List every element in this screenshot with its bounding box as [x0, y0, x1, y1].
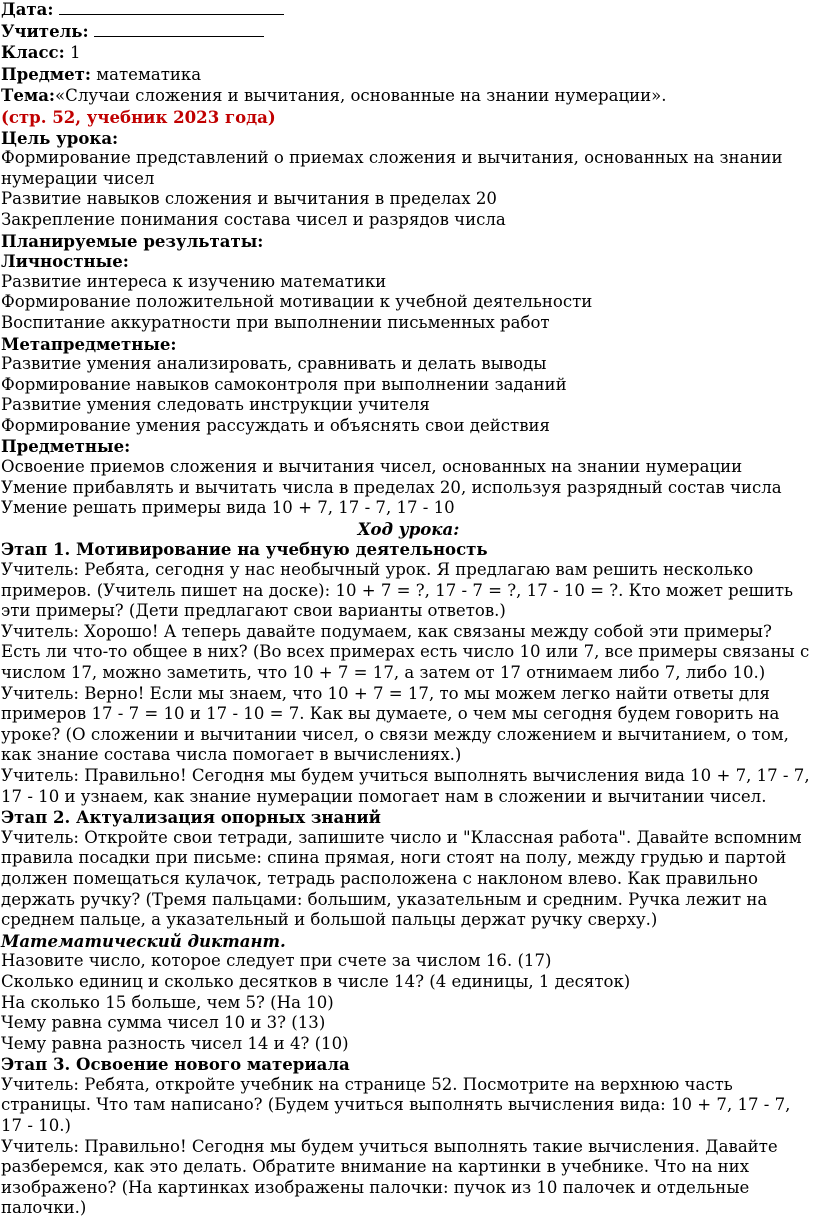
result-item: Развитие умения следовать инструкции учителя — [1, 395, 430, 415]
dictation-item: Чему равна разность чисел 14 и 4? (10) — [1, 1033, 349, 1053]
lesson-plan-document — [1, 0, 816, 1219]
goal-item: Закрепление понимания состава чисел и разрядов числа — [1, 209, 506, 229]
paragraph-line: как знание состава числа помогает в вычислениях.) — [1, 745, 462, 765]
paragraph-line: 17 - 10.) — [1, 1116, 71, 1136]
paragraph-line: примеров. (Учитель пишет на доске): 10 + 7 = ?, 17 - 7 = ?, 17 - 10 = ?. Кто может решить — [1, 580, 794, 600]
course-heading: Ход урока: — [357, 518, 460, 539]
paragraph-line: Учитель: Правильно! Сегодня мы будем учиться выполнять такие вычисления. Давайте — [1, 1136, 778, 1156]
stage-1-heading: Этап 1. Мотивирование на учебную деятельность — [1, 539, 488, 560]
result-item: Развитие умения анализировать, сравнивать и делать выводы — [1, 354, 547, 374]
dictation-item: На сколько 15 больше, чем 5? (На 10) — [1, 992, 334, 1012]
dictation-item: Сколько единиц и сколько десятков в числе 14? (4 единицы, 1 десяток) — [1, 971, 631, 991]
dictation-list — [1, 951, 816, 1054]
stage-3-text — [1, 1075, 816, 1219]
personal-results-list — [1, 272, 816, 334]
date-line — [1, 0, 816, 21]
subject-results-heading: Предметные: — [1, 436, 131, 457]
paragraph-line: Учитель: Ребята, откройте учебник на странице 52. Посмотрите на верхнюю часть — [1, 1074, 733, 1094]
meta-heading: Метапредметные: — [1, 333, 177, 354]
paragraph-line: Учитель: Правильно! Сегодня мы будем учиться выполнять вычисления вида 10 + 7, 17 - 7, — [1, 765, 810, 785]
paragraph-line: Учитель: Ребята, сегодня у нас необычный урок. Я предлагаю вам решить несколько — [1, 560, 754, 580]
paragraph-line: держать ручку? (Тремя пальцами: большим, указательным и средним. Ручка лежит на — [1, 889, 768, 909]
goal-item: Развитие навыков сложения и вычитания в пределах 20 — [1, 189, 497, 209]
class-line — [1, 42, 816, 64]
dictation-heading: Математический диктант. — [1, 930, 286, 951]
paragraph-line: примеров 17 - 7 = 10 и 17 - 10 = 7. Как вы думаете, о чем мы сегодня будем говорить на — [1, 704, 780, 724]
paragraph-line: 17 - 10 и узнаем, как знание нумерации помогает нам в сложении и вычитании чисел. — [1, 786, 767, 806]
paragraph-line: числом 17, можно заметить, что 10 + 7 = 17, а затем от 17 отнимаем либо 7, либо 10.) — [1, 663, 766, 682]
topic-value: «Случаи сложения и вычитания, основанные на знании нумерации». — [55, 86, 667, 106]
result-item: Формирование навыков самоконтроля при выполнении заданий — [1, 374, 567, 394]
teacher-line — [1, 21, 816, 43]
paragraph-line: Учитель: Хорошо! А теперь давайте подумаем, как связаны между собой эти примеры? — [1, 621, 772, 641]
paragraph-line: палочки.) — [1, 1198, 87, 1218]
stage-2-heading: Этап 2. Актуализация опорных знаний — [1, 807, 381, 828]
result-item: Развитие интереса к изучению математики — [1, 271, 387, 291]
paragraph-line: изображено? (На картинках изображены палочки: пучок из 10 палочек и отдельные — [1, 1177, 750, 1197]
goal-item: нумерации чисел — [1, 168, 155, 188]
paragraph-line: среднем пальце, а указательный и большой пальцы держат ручку сверху.) — [1, 910, 658, 930]
stage-1-text — [1, 560, 816, 807]
class-label: Класс: — [1, 42, 65, 63]
subject-results-list — [1, 457, 816, 519]
paragraph-line: эти примеры? (Дети предлагают свои варианты ответов.) — [1, 601, 506, 621]
result-item: Формирование положительной мотивации к учебной деятельности — [1, 292, 593, 312]
page-reference: (стр. 52, учебник 2023 года) — [1, 106, 276, 127]
goals-heading: Цель урока: — [1, 127, 119, 148]
paragraph-line: страницы. Что там написано? (Будем учиться выполнять вычисления вида: 10 + 7, 17 - 7, — [1, 1095, 791, 1115]
teacher-label: Учитель: — [1, 20, 89, 41]
paragraph-line: Учитель: Верно! Если мы знаем, что 10 + 7 = 17, то мы можем легко найти ответы для — [1, 683, 770, 703]
result-item: Освоение приемов сложения и вычитания чисел, основанных на знании нумерации — [1, 457, 743, 477]
stage-3-heading: Этап 3. Освоение нового материала — [1, 1054, 350, 1075]
personal-heading: Личностные: — [1, 251, 129, 272]
result-item: Формирование умения рассуждать и объяснять свои действия — [1, 415, 550, 435]
goals-list — [1, 148, 816, 230]
paragraph-line: должен помещаться кулачок, тетрадь расположена с наклоном влево. Как правильно — [1, 868, 758, 888]
paragraph-line: правила посадки при письме: спина прямая, ноги стоят на полу, между грудью и партой — [1, 848, 787, 868]
result-item: Воспитание аккуратности при выполнении письменных работ — [1, 312, 550, 332]
topic-label: Тема: — [1, 85, 56, 106]
subject-line — [1, 64, 816, 86]
meta-results-list — [1, 354, 816, 436]
results-heading: Планируемые результаты: — [1, 230, 264, 251]
topic-line — [1, 85, 816, 107]
dictation-item: Чему равна сумма чисел 10 и 3? (13) — [1, 1013, 326, 1033]
paragraph-line: уроке? (О сложении и вычитании чисел, о связи между сложением и вычитанием, о том, — [1, 724, 789, 744]
paragraph-line: разберемся, как это делать. Обратите внимание на картинки в учебнике. Что на них — [1, 1157, 750, 1177]
date-label: Дата: — [1, 0, 54, 19]
stage-2-text — [1, 828, 816, 931]
date-blank — [59, 0, 284, 15]
class-value: 1 — [69, 43, 81, 63]
result-item: Умение прибавлять и вычитать числа в пределах 20, используя разрядный состав числа — [1, 477, 782, 497]
subject-value: математика — [96, 64, 202, 84]
subject-label: Предмет: — [1, 63, 92, 84]
teacher-blank — [94, 22, 264, 37]
paragraph-line: Учитель: Откройте свои тетради, запишите число и "Классная работа". Давайте вспомним — [1, 827, 802, 847]
dictation-item: Назовите число, которое следует при счете за числом 16. (17) — [1, 951, 552, 971]
paragraph-line: Есть ли что-то общее в них? (Во всех примерах есть число 10 или 7, все примеры связаны с — [1, 642, 810, 662]
result-item: Умение решать примеры вида 10 + 7, 17 - 7, 17 - 10 — [1, 498, 455, 518]
goal-item: Формирование представлений о приемах сложения и вычитания, основанных на знании — [1, 148, 783, 168]
